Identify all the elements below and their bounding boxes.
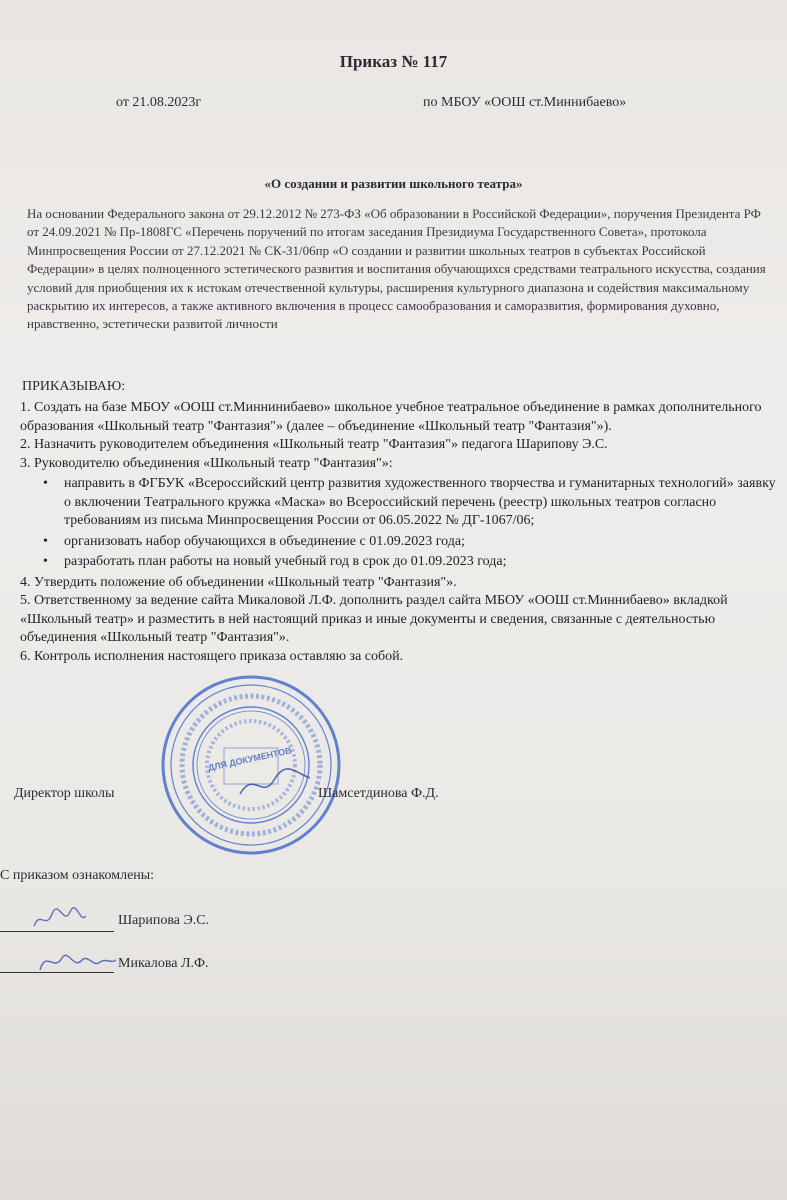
order-title: Приказ № 117 bbox=[339, 52, 448, 71]
order-item: 3. Руководителю объединения «Школьный театр "Фантазия"»: bbox=[20, 455, 393, 471]
order-item: 4. Утвердить положение об объединении «Школьный театр "Фантазия"». bbox=[20, 574, 457, 590]
order-date: от 21.08.2023г bbox=[116, 95, 202, 110]
order-subitem: • разработать план работы на новый учебный год в срок до 01.09.2023 года; bbox=[64, 553, 780, 572]
prikazyvayu-label: ПРИКАЗЫВАЮ: bbox=[22, 379, 126, 394]
order-item: 1. Создать на базе МБОУ «ООШ ст.Миннинибаево» школьное учебное театральное объединение в рамках дополнительного образования «Школьный театр "Фантазия"» (далее – объединение «Школьный театр "Фантазия"»). bbox=[20, 400, 762, 434]
signature-scribble-icon bbox=[34, 946, 118, 978]
order-item: 2. Назначить руководителем объединения «Школьный театр "Фантазия"» педагога Шарипову Э.С. bbox=[20, 437, 608, 452]
order-items bbox=[20, 399, 780, 666]
order-subitem: • направить в ФГБУК «Всероссийский центр развития художественного творчества и гуманитарных технологий» заявку о включении Театрального кружка «Маска» во Всероссийский перечень (реестр) школьных театров согласно требованиям из письма Минпросвещения России от 06.05.2022 № ДГ-1067/06; bbox=[64, 475, 780, 531]
stamp-inner-text: ДЛЯ ДОКУМЕНТОВ bbox=[207, 745, 293, 773]
order-item: 5. Ответственному за ведение сайта Микаловой Л.Ф. дополнить раздел сайта МБОУ «ООШ ст.Миннибаево» вкладкой «Школьный театр» и разместить в ней настоящий приказ и иные документы и сведения, связанные с деятельностью объединения «Школьный театр "Фантазия"». bbox=[20, 593, 728, 645]
order-subitems bbox=[20, 475, 780, 572]
order-organization: по МБОУ «ООШ ст.Миннибаево» bbox=[423, 95, 627, 110]
acquainted-label: С приказом ознакомлены: bbox=[0, 868, 155, 883]
order-subitem: • организовать набор обучающихся в объединение с 01.09.2023 года; bbox=[64, 533, 780, 552]
preamble-text: На основании Федерального закона от 29.12.2012 № 273-ФЗ «Об образовании в Российской Федерации», поручения Президента РФ от 24.09.2021 № Пр-1808ГС «Перечень поручений по итогам заседания Президиума Государственного Совета», протокола Минпросвещения России от 27.12.2021 № СК-31/06пр «О создании и развитии школьных театров в субъектах Российской Федерации» в целях полноценного эстетического развития и воспитания обучающихся средствами театрального искусства, создания условий для приобщения их к истокам отечественной культуры, расширения культурного диапазона и содействия максимальному раскрытию их интересов, а также активного включения в процесс самообразования и саморазвития, формирования духовно, нравственно, эстетически развитой личности bbox=[27, 206, 766, 332]
acquainted-person: Шарипова Э.С. bbox=[118, 913, 210, 928]
director-role: Директор школы bbox=[14, 786, 115, 801]
order-heading: «О создании и развитии школьного театра» bbox=[264, 176, 523, 191]
acquainted-person: Микалова Л.Ф. bbox=[118, 956, 209, 971]
director-signature-icon bbox=[236, 764, 316, 804]
order-item: 6. Контроль исполнения настоящего приказа оставляю за собой. bbox=[20, 648, 404, 664]
director-name: Шамсетдинова Ф.Д. bbox=[318, 786, 439, 801]
signature-scribble-icon bbox=[30, 904, 90, 934]
